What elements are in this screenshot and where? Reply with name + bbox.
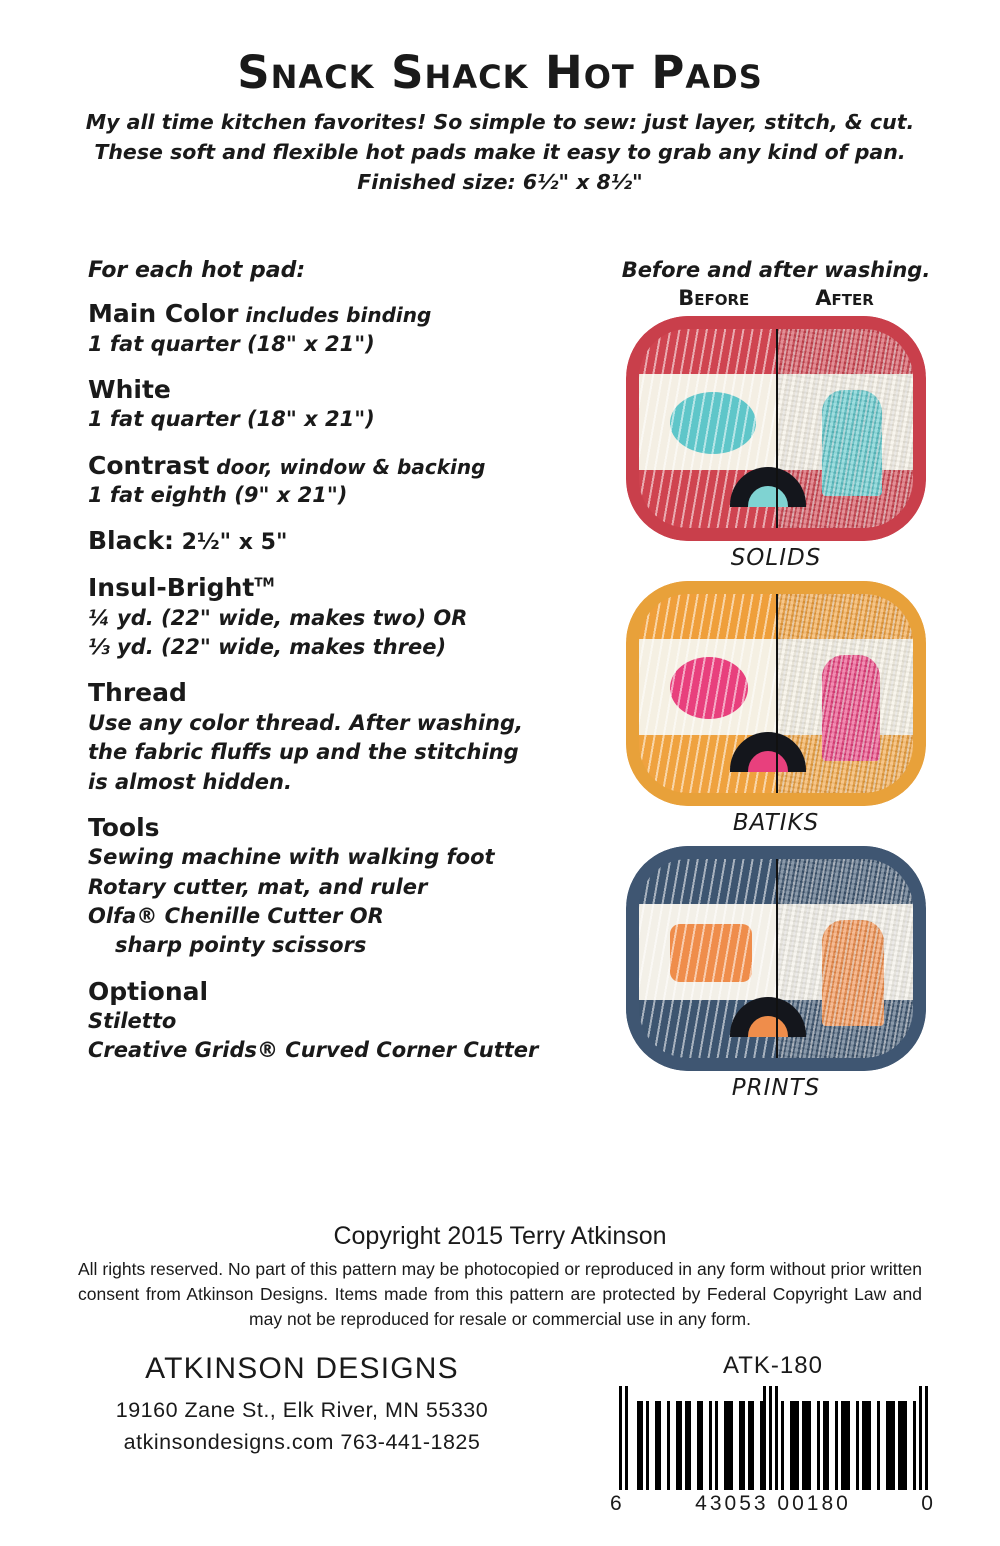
material-name: Contrast [88, 450, 210, 480]
company-contact: atkinsondesigns.com 763-441-1825 [123, 1430, 481, 1455]
material-heading [88, 451, 558, 481]
company-name: ATKINSON DESIGNS [145, 1352, 459, 1385]
subtitle-line-3: Finished size: 6½" x 8½" [357, 170, 643, 195]
document-header [0, 0, 1000, 197]
material-main-color [88, 299, 558, 358]
material-note: includes binding [238, 303, 432, 327]
material-name: White [88, 374, 171, 404]
before-after-divider [776, 316, 778, 541]
material-line: is almost hidden. [88, 769, 292, 794]
sku-code: ATK-180 [723, 1352, 823, 1379]
sample-solids [598, 316, 954, 571]
material-name: Black: [88, 526, 174, 556]
body-columns [0, 258, 1000, 1111]
copyright-line: Copyright 2015 Terry Atkinson [333, 1222, 667, 1250]
material-white [88, 375, 558, 434]
company-address: 19160 Zane St., Elk River, MN 55330 [115, 1398, 489, 1422]
material-name: Tools [88, 812, 160, 842]
barcode-block [608, 1352, 938, 1516]
material-heading [88, 526, 558, 556]
barcode-digits [608, 1492, 938, 1516]
material-line: 1 fat quarter (18" x 21") [88, 407, 375, 432]
material-thread [88, 678, 558, 795]
before-after-divider [776, 846, 778, 1071]
material-heading [88, 375, 558, 405]
material-line: Olfa® Chenille Cutter OR [88, 903, 384, 928]
material-heading [88, 813, 558, 843]
material-line: sharp pointy scissors [115, 933, 367, 958]
material-line: ⅓ yd. (22" wide, makes three) [88, 635, 447, 660]
material-name: Optional [88, 976, 209, 1006]
material-line: 1 fat quarter (18" x 21") [88, 331, 375, 356]
material-note: door, window & backing [209, 454, 486, 479]
before-after-labels [598, 286, 954, 310]
hot-pad-image-solids [626, 316, 926, 541]
material-heading [88, 977, 558, 1007]
barcode-image [608, 1386, 938, 1490]
barcode-digit-right: 0 [921, 1492, 936, 1515]
material-insul-bright [88, 573, 558, 661]
trademark-mark: TM [254, 576, 275, 591]
sample-caption: PRINTS [731, 1075, 821, 1101]
barcode-digit-mid: 43053 00180 [695, 1492, 851, 1515]
subtitle-line-1: My all time kitchen favorites! So simple to sew: just layer, stitch, & cut. [85, 110, 915, 134]
material-line: ¼ yd. (22" wide, makes two) OR [88, 605, 468, 630]
sample-prints [598, 846, 954, 1101]
samples-title: Before and after washing. [621, 258, 931, 282]
material-line: Creative Grids® Curved Corner Cutter [88, 1038, 539, 1063]
materials-list [88, 258, 558, 1111]
hot-pad-image-prints [626, 846, 926, 1071]
subtitle-line-2: These soft and flexible hot pads make it easy to grab any kind of pan. [94, 140, 906, 165]
barcode-digit-left: 6 [610, 1492, 625, 1515]
sample-caption: BATIKS [732, 810, 820, 836]
material-name: Main Color [88, 299, 239, 328]
material-tools [88, 813, 558, 960]
material-value: 2½" x 5" [173, 530, 288, 556]
material-heading [88, 299, 558, 329]
samples-panel [558, 258, 954, 1111]
material-contrast [88, 451, 558, 510]
material-heading [88, 573, 558, 603]
material-line: 1 fat eighth (9" x 21") [88, 483, 348, 508]
after-label: After [815, 286, 874, 310]
copyright-block [0, 1222, 1000, 1332]
material-black [88, 526, 558, 556]
material-name: Thread [88, 678, 187, 708]
page-title: Snack Shack Hot Pads [237, 46, 763, 99]
materials-intro: For each hot pad: [88, 258, 306, 283]
rights-text: All rights reserved. No part of this pattern may be photocopied or reproduced in any form without prior written consent from Atkinson Designs. Items made from this pattern are protected by Federal Copyright Law and may not be reproduced for resale or commercial use in any form. [78, 1259, 922, 1329]
sample-caption: SOLIDS [730, 545, 822, 571]
material-line: Sewing machine with walking foot [88, 845, 495, 870]
material-heading [88, 678, 558, 708]
before-label: Before [678, 286, 750, 310]
material-line: Stiletto [88, 1009, 177, 1034]
material-line: the fabric fluffs up and the stitching [88, 740, 519, 765]
material-line: Rotary cutter, mat, and ruler [88, 874, 428, 899]
document-footer [0, 1352, 1000, 1516]
sample-batiks [598, 581, 954, 836]
hot-pad-image-batiks [626, 581, 926, 806]
before-after-divider [776, 581, 778, 806]
subtitle-block [0, 108, 1000, 197]
material-line: Use any color thread. After washing, [88, 710, 523, 735]
company-block [62, 1352, 542, 1459]
material-optional [88, 977, 558, 1065]
material-name: Insul-Bright [88, 573, 255, 603]
